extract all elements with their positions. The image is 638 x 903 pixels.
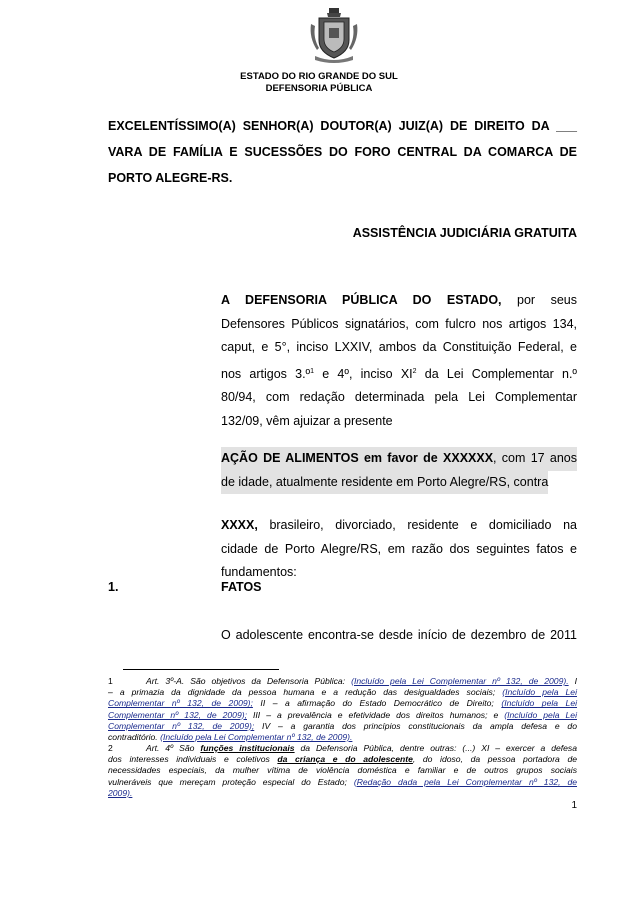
footnote-text: II – a afirmação do Estado Democrático de Direito; [252,698,502,709]
footnote-line [108,687,577,698]
defendant-text: brasileiro, divorciado, residente e domiciliado na [257,518,577,532]
footnote-text: III – a prevalência e efetividade dos direitos humanos; e [247,709,505,720]
footnote-text: vulneráveis que mereçam proteção especial do Estado; [108,776,354,787]
defendant-line: cidade de Porto Alegre/RS, em razão dos seguintes fatos e [221,541,577,556]
footnote-link[interactable]: (Incluído pela Lei [501,698,578,709]
footnote-link[interactable]: (Incluído pela Lei [502,687,577,698]
footnote-line [108,698,577,709]
addressee [108,113,577,191]
footnote-line [108,732,577,743]
footnote-text: I [568,676,578,686]
footnote-emphasis: da criança e do adolescente [277,754,413,765]
facts-line: O adolescente encontra-se desde início de dezembro de 2011 [221,628,577,642]
defendant-line: fundamentos: [221,565,297,579]
footnote-text: da Defensoria Pública, dentre outras: (...) XI – exercer a defesa [294,743,577,753]
addressee-line: EXCELENTÍSSIMO(A) SENHOR(A) DOUTOR(A) JUIZ(A) DE DIREITO DA ___ [108,119,577,133]
footnote-line [108,754,577,765]
footnote-line: necessidades especiais, da mulher vítima de violência doméstica e familiar e de outros grupos sociais [108,765,577,776]
footnote-line [108,777,577,788]
footnote-link[interactable]: Complementar nº 132, de 2009); [108,709,247,720]
footnote-link[interactable]: Complementar nº 132, de 2009); [108,698,253,709]
action-line: de idade, atualmente residente em Porto Alegre/RS, contra [221,471,548,495]
footnote-text: dos interesses individuais e coletivos [108,754,278,765]
footnote-link[interactable]: (Incluído pela Lei [504,709,577,720]
section-title: FATOS [221,580,262,594]
footnote-link[interactable]: Complementar nº 132, de 2009); [108,720,255,731]
section-number: 1. [108,580,119,594]
footnote-line [108,721,577,732]
footnote-text: IV – a garantia dos princípios constitucionais da ampla defesa e do [254,720,577,731]
intro-line: 132/09, vêm ajuizar a presente [221,413,393,428]
footnote-separator [123,669,279,670]
footnote-text: contraditório. [108,732,161,743]
addressee-line: VARA DE FAMÍLIA E SUCESSÕES DO FORO CENTRAL DA COMARCA DE [108,145,577,159]
header-office: DEFENSORIA PÚBLICA [265,83,373,94]
footnote-link[interactable]: 2009). [108,787,133,798]
footnote-line [108,788,577,799]
footnote-text: Art. 4º São [146,743,201,753]
footnote-text: Art. 3º-A. São objetivos da Defensoria Pública: [146,676,352,686]
coat-of-arms-icon [307,8,361,66]
intro-line [221,360,577,387]
footnote-number: 2 [108,743,113,753]
footnote-text: , do idoso, da pessoa portadora de [412,754,577,765]
defendant-paragraph [221,514,577,585]
footnote-text: – a primazia da dignidade da pessoa humana e a redução das desigualdades sociais; [108,687,503,698]
intro-line: caput, e 5°, inciso LXXIV, ambos da Constituição Federal, e [221,340,577,354]
footnote-2 [108,743,577,799]
defendant-name: XXXX, [221,518,258,532]
footnote-1 [108,676,577,743]
intro-text: e 4º, inciso XI [314,366,413,381]
intro-line: Defensores Públicos signatários, com fulcro nos artigos 134, [221,316,577,331]
defensoria-name: A DEFENSORIA PÚBLICA DO ESTADO, [221,293,502,307]
footnote-ref-1: 1 [310,367,315,375]
addressee-line: PORTO ALEGRE-RS. [108,171,233,185]
footnote-line [108,743,577,754]
footnote-link[interactable]: (Incluído pela Lei Complementar nº 132, de 2009). [160,732,353,743]
action-line [221,447,577,471]
footnote-ref-2: 2 [412,367,417,375]
defendant-line [221,514,577,538]
footnote-number: 1 [108,676,113,686]
intro-text: por seus [501,293,577,307]
footnote-emphasis: funções institucionais [200,743,295,753]
subtitle: ASSISTÊNCIA JUDICIÁRIA GRATUITA [352,226,577,240]
facts-paragraph [221,624,577,648]
footnote-link[interactable]: (Incluído pela Lei Complementar nº 132, de 2009). [351,676,569,686]
intro-line [221,289,577,313]
footnote-line [108,710,577,721]
intro-text: da Lei Complementar n.º [416,366,577,381]
page-number: 1 [571,800,577,811]
action-paragraph [221,447,577,494]
header-state: ESTADO DO RIO GRANDE DO SUL [240,71,398,82]
footnote-line [108,676,577,687]
action-title: AÇÃO DE ALIMENTOS em favor de XXXXXX [221,451,494,465]
intro-text: nos artigos 3.º [221,366,311,381]
intro-paragraph [221,289,577,433]
action-text: , com 17 anos [493,451,577,465]
footnote-link[interactable]: (Redação dada pela Lei Complementar nº 132, de [353,776,578,787]
intro-line: 80/94, com redação determinada pela Lei Complementar [221,390,577,405]
